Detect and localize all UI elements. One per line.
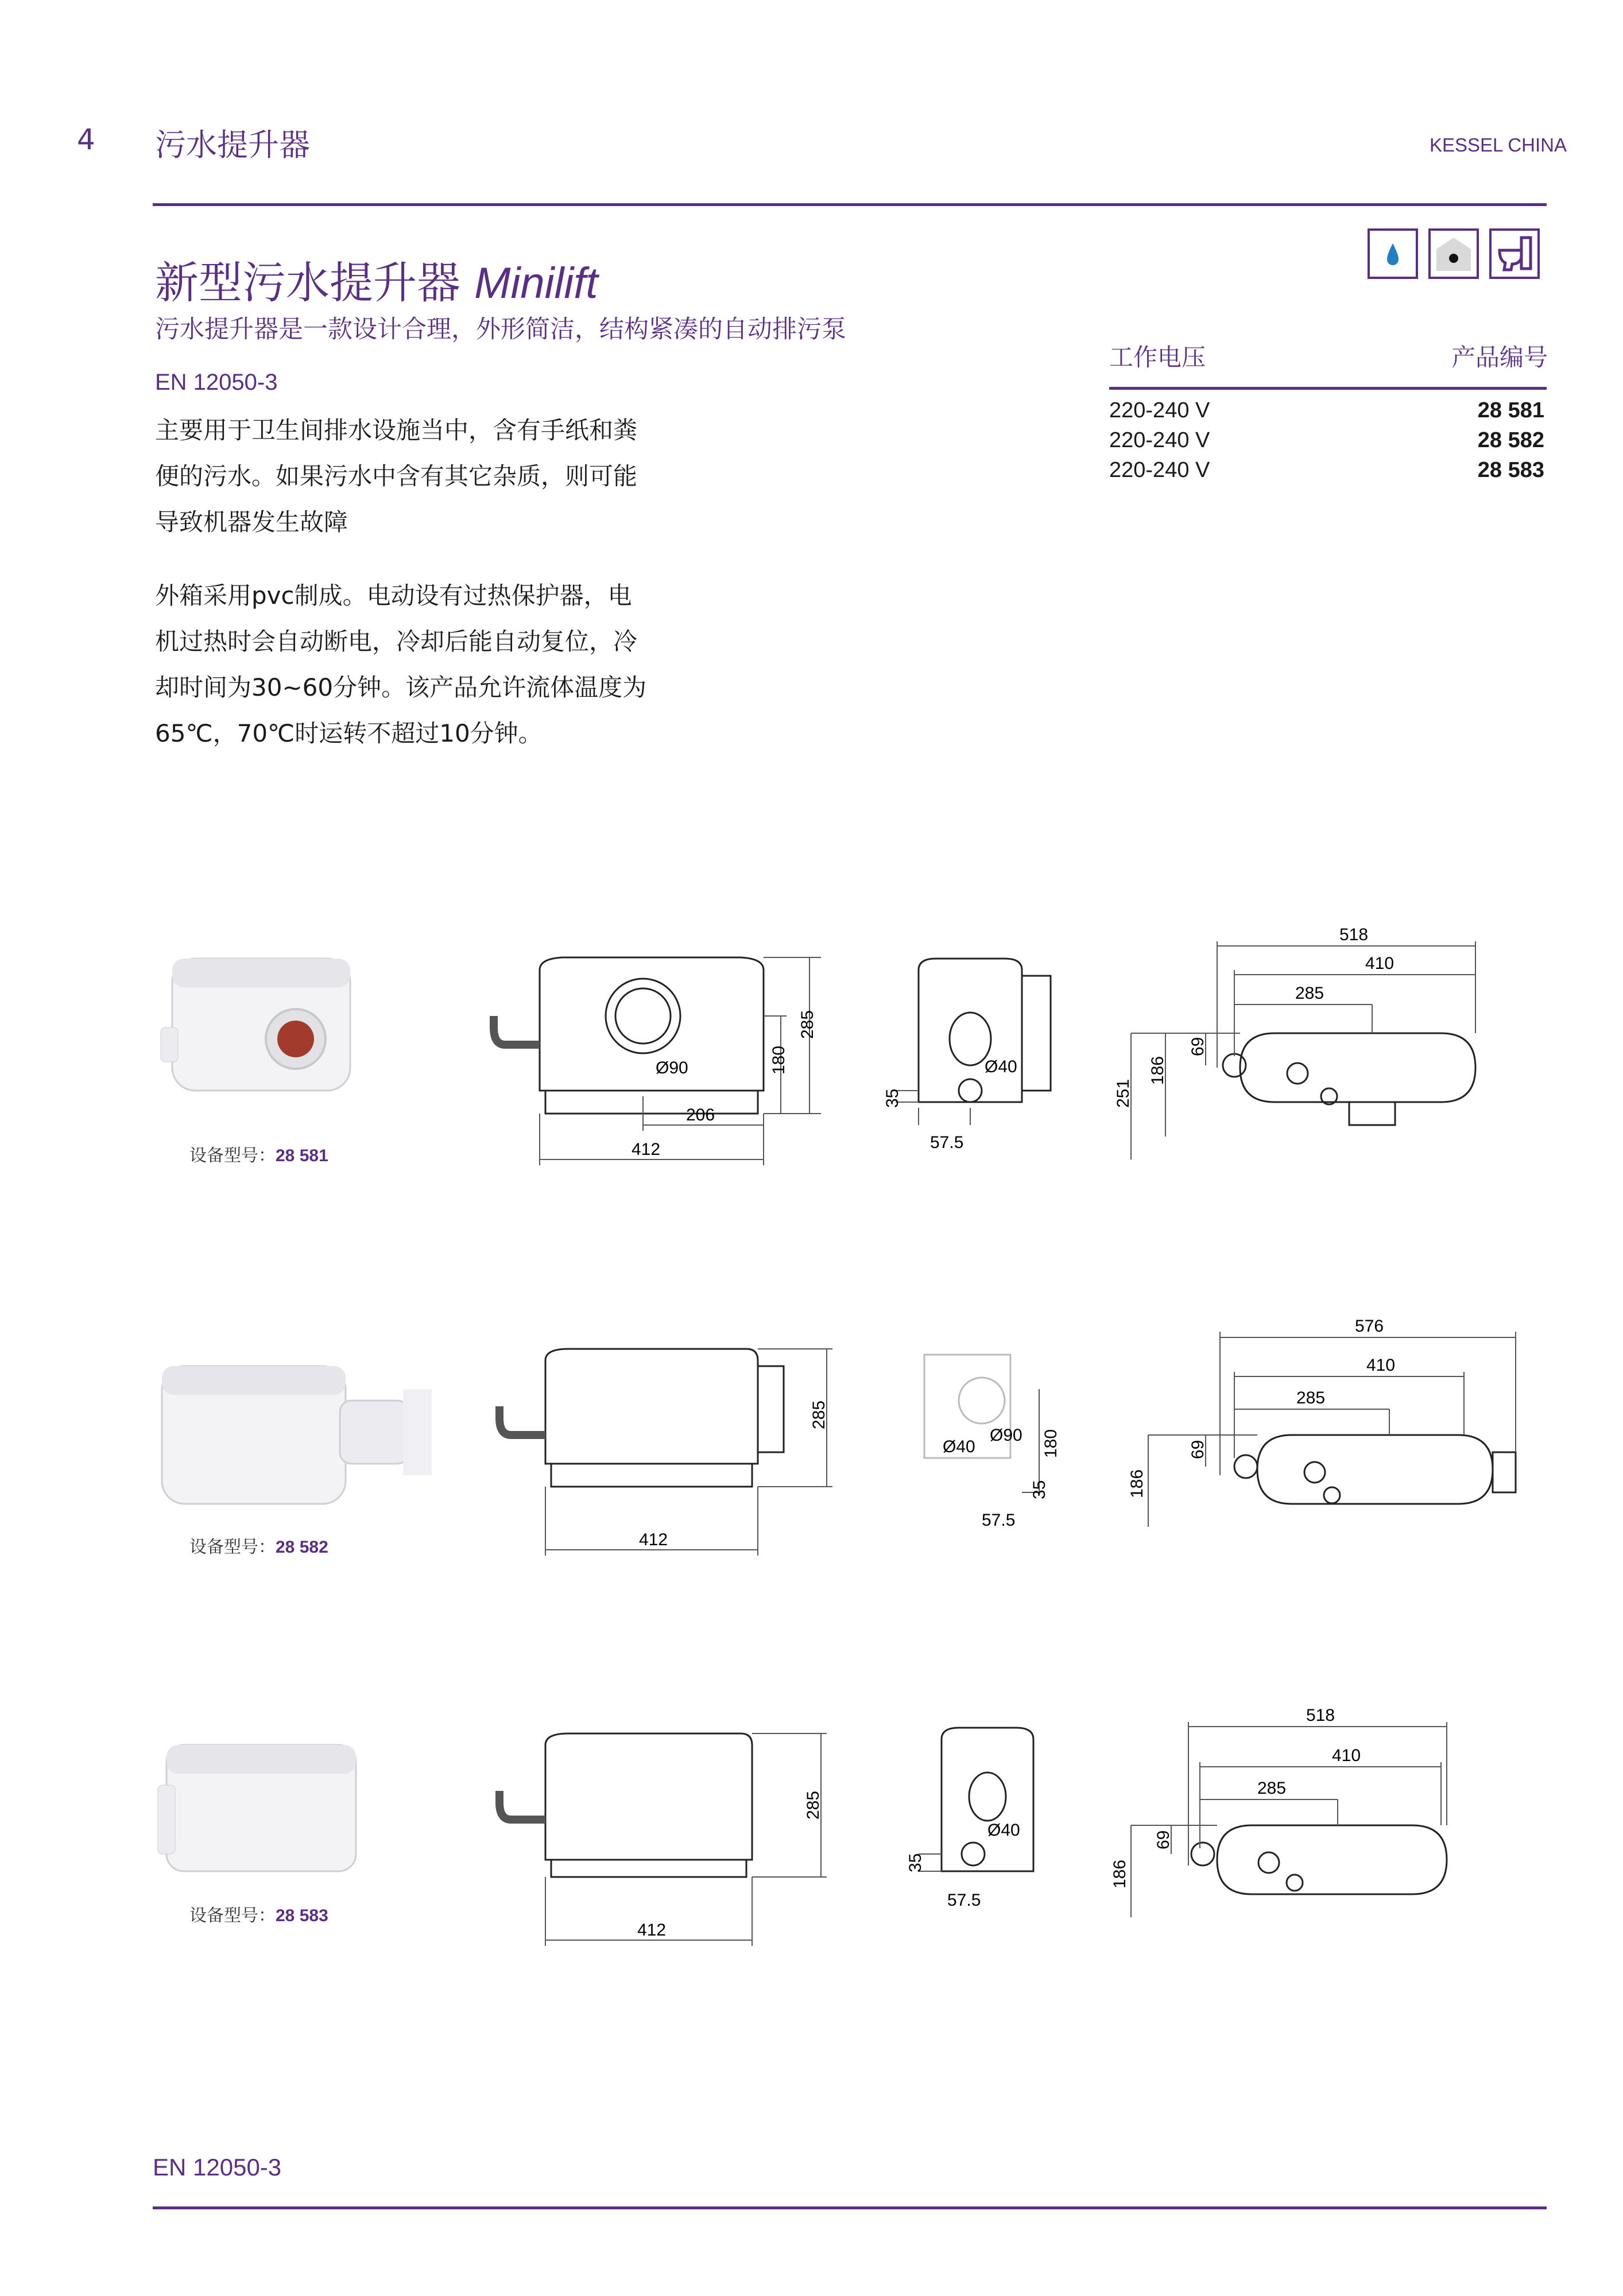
header-divider bbox=[153, 203, 1547, 206]
top-view-drawing bbox=[1102, 1699, 1504, 1940]
top-port-1 bbox=[1258, 1852, 1279, 1873]
housing-outline bbox=[545, 1349, 758, 1464]
text-line: 导致机器发生故障 bbox=[155, 508, 348, 536]
model-caption bbox=[189, 1901, 328, 1926]
outlet-pipe bbox=[499, 1406, 545, 1435]
dim-outlet-offset: 57.5 bbox=[930, 1133, 964, 1152]
table-cell-code: 28 581 bbox=[1477, 398, 1544, 422]
front-view-drawing bbox=[471, 1722, 838, 1952]
dim-width: 412 bbox=[637, 1921, 667, 1940]
product-standard: EN 12050-3 bbox=[155, 370, 278, 395]
text-line: 机过热时会自动断电，冷却后能自动复位，冷 bbox=[155, 627, 638, 656]
top-housing-outline bbox=[1257, 1435, 1493, 1504]
model-caption bbox=[189, 1533, 328, 1558]
side-outlet bbox=[962, 1843, 985, 1865]
table-cell-voltage: 220-240 V bbox=[1109, 458, 1210, 482]
front-view-drawing bbox=[471, 941, 838, 1182]
dim-total-length: 518 bbox=[1339, 925, 1369, 944]
top-inlet-corrugation bbox=[1493, 1452, 1516, 1492]
text-line: 却时间为30~60分钟。该产品允许流体温度为 bbox=[155, 673, 647, 701]
text-line: 主要用于卫生间排水设施当中，含有手纸和粪 bbox=[155, 416, 638, 444]
dim-width: 412 bbox=[639, 1530, 668, 1549]
dim-outlet-diameter: Ø40 bbox=[943, 1437, 975, 1456]
table-cell-code: 28 582 bbox=[1477, 428, 1544, 452]
caption-label: 设备型号： bbox=[189, 1537, 276, 1557]
text-line: 外箱采用pvc制成。电动设有过热保护器，电 bbox=[155, 581, 632, 610]
toilet-icon bbox=[1489, 228, 1540, 279]
dim-depth-186: 186 bbox=[1128, 1469, 1146, 1498]
dim-offset-69: 69 bbox=[1188, 1440, 1207, 1459]
top-outlet bbox=[1234, 1455, 1257, 1478]
dim-outlet-offset: 57.5 bbox=[982, 1511, 1016, 1530]
dim-inlet-offset: 206 bbox=[686, 1106, 715, 1124]
dim-offset-69: 69 bbox=[1154, 1830, 1173, 1849]
section-title: 污水提升器 bbox=[155, 127, 310, 163]
caption-label: 设备型号： bbox=[189, 1906, 276, 1926]
side-inlet bbox=[959, 1378, 1005, 1424]
dim-width: 412 bbox=[632, 1140, 661, 1159]
dim-length-285: 285 bbox=[1295, 984, 1324, 1003]
dim-outlet-diameter: Ø40 bbox=[987, 1821, 1020, 1840]
page-number: 4 bbox=[77, 123, 95, 156]
top-port-2 bbox=[1324, 1487, 1340, 1503]
dim-inlet-height: 180 bbox=[1041, 1429, 1060, 1458]
side-outlet bbox=[959, 1079, 982, 1102]
product-title-cn: 新型污水提升器 bbox=[155, 257, 460, 308]
dim-total-length: 576 bbox=[1355, 1317, 1384, 1336]
caption-code: 28 582 bbox=[276, 1538, 328, 1557]
product-photo-28581 bbox=[155, 941, 373, 1119]
top-view-drawing bbox=[1120, 1309, 1533, 1538]
product-subtitle: 污水提升器是一款设计合理，外形简洁，结构紧凑的自动排污泵 bbox=[155, 315, 846, 344]
caption-label: 设备型号： bbox=[189, 1146, 276, 1166]
side-view-drawing bbox=[913, 1343, 1074, 1533]
footer-standard: EN 12050-3 bbox=[153, 2154, 282, 2181]
caption-code: 28 583 bbox=[276, 1906, 328, 1925]
dim-height: 285 bbox=[809, 1400, 828, 1429]
dim-length-285: 285 bbox=[1257, 1779, 1287, 1798]
top-port-1 bbox=[1287, 1063, 1308, 1084]
product-photo-28583 bbox=[155, 1722, 373, 1894]
dim-height: 285 bbox=[798, 1010, 817, 1039]
dim-depth-186: 186 bbox=[1110, 1859, 1129, 1888]
dim-length-410: 410 bbox=[1366, 1356, 1396, 1375]
table-header-divider bbox=[1109, 387, 1547, 390]
side-view-drawing bbox=[883, 953, 1074, 1159]
product-photo-28582 bbox=[150, 1355, 437, 1527]
top-view-drawing bbox=[1114, 918, 1510, 1171]
side-housing-outline bbox=[919, 959, 1022, 1102]
floor-drain-icon bbox=[1428, 228, 1479, 279]
text-line: 65℃，70℃时运转不超过10分钟。 bbox=[155, 719, 543, 747]
side-view-drawing bbox=[901, 1722, 1051, 1923]
table-cell-voltage: 220-240 V bbox=[1109, 398, 1210, 422]
table-header-voltage: 工作电压 bbox=[1109, 343, 1206, 371]
dim-length-410: 410 bbox=[1365, 954, 1395, 973]
top-port-2 bbox=[1287, 1875, 1303, 1891]
footer-divider bbox=[153, 2206, 1547, 2209]
base-outline bbox=[545, 1091, 758, 1114]
brand-label: KESSEL CHINA bbox=[1430, 134, 1567, 156]
front-view-drawing bbox=[471, 1337, 838, 1567]
top-port-1 bbox=[1304, 1462, 1325, 1483]
dim-depth-186: 186 bbox=[1148, 1056, 1167, 1085]
dim-length-285: 285 bbox=[1296, 1389, 1326, 1407]
description-para-1 bbox=[155, 408, 660, 545]
dim-depth: 251 bbox=[1114, 1079, 1133, 1108]
product-title-en: Minilift bbox=[474, 259, 598, 308]
dim-outlet-height: 35 bbox=[906, 1853, 925, 1872]
text-line: 便的污水。如果污水中含有其它杂质，则可能 bbox=[155, 462, 638, 490]
top-housing-outline bbox=[1217, 1825, 1447, 1894]
inlet-circle bbox=[606, 979, 680, 1053]
dim-outlet-height: 35 bbox=[1030, 1480, 1049, 1499]
dim-outlet-diameter: Ø40 bbox=[985, 1057, 1017, 1076]
dim-inlet-diameter: Ø90 bbox=[990, 1426, 1022, 1445]
top-housing-outline bbox=[1240, 1033, 1475, 1102]
dim-inlet-diameter: Ø90 bbox=[656, 1058, 688, 1077]
side-housing-outline bbox=[942, 1728, 1033, 1871]
inlet-corrugation bbox=[758, 1366, 784, 1452]
caption-code: 28 581 bbox=[276, 1146, 328, 1165]
base-outline bbox=[551, 1464, 752, 1487]
housing-outline bbox=[540, 957, 764, 1091]
table-cell-code: 28 583 bbox=[1477, 458, 1544, 482]
description-para-2 bbox=[155, 573, 660, 757]
dim-outlet-height: 35 bbox=[883, 1088, 902, 1108]
side-float bbox=[969, 1773, 1006, 1821]
outlet-pipe bbox=[494, 1016, 540, 1045]
water-drop-icon bbox=[1368, 228, 1418, 279]
top-outlet bbox=[1223, 1054, 1246, 1077]
outlet-pipe bbox=[499, 1791, 545, 1820]
top-outlet bbox=[1191, 1843, 1214, 1865]
dim-total-length: 518 bbox=[1306, 1706, 1335, 1725]
table-header-code: 产品编号 bbox=[1451, 343, 1548, 371]
dim-offset-69: 69 bbox=[1188, 1037, 1207, 1056]
model-caption bbox=[189, 1141, 328, 1166]
dim-length-410: 410 bbox=[1332, 1746, 1361, 1765]
table-cell-voltage: 220-240 V bbox=[1109, 428, 1210, 452]
housing-outline bbox=[545, 1733, 752, 1860]
base-outline bbox=[551, 1860, 746, 1877]
product-title bbox=[155, 248, 598, 311]
top-inlet-stub bbox=[1349, 1102, 1395, 1125]
inlet-inner bbox=[615, 988, 671, 1044]
dim-inlet-height: 180 bbox=[769, 1045, 788, 1075]
side-inlet-corrugation bbox=[1022, 976, 1051, 1091]
dim-height: 285 bbox=[804, 1790, 823, 1820]
dim-outlet-offset: 57.5 bbox=[947, 1891, 981, 1910]
